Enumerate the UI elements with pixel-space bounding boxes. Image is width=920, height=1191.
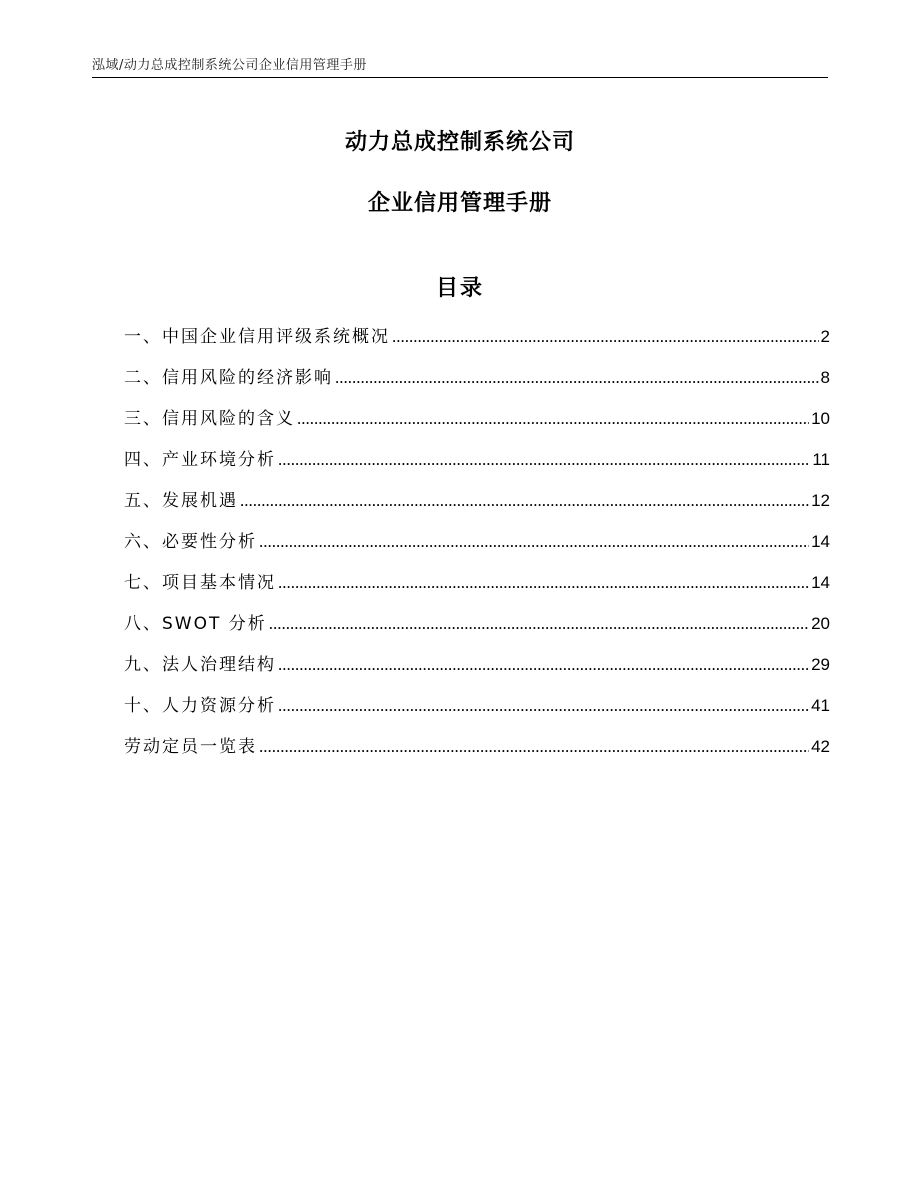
toc-entry-page: 8 <box>820 368 830 387</box>
toc-dot-leader <box>240 488 809 514</box>
toc-entry[interactable] <box>124 611 830 652</box>
toc-entry-page: 20 <box>811 614 830 633</box>
toc-dot-leader <box>278 693 809 719</box>
toc-heading: 目录 <box>435 276 484 301</box>
toc-entry-title: SWOT 分析 <box>162 614 267 634</box>
toc-entry-page: 2 <box>820 327 830 346</box>
toc-entry-title: 必要性分析 <box>162 532 257 552</box>
toc-entry-number: 三、 <box>124 409 162 429</box>
toc-entry-title: 中国企业信用评级系统概况 <box>162 327 390 347</box>
toc-entry-title: 信用风险的经济影响 <box>162 368 333 388</box>
toc-entry[interactable] <box>124 734 830 775</box>
document-title-manual: 企业信用管理手册 <box>367 191 552 216</box>
toc-entry[interactable] <box>124 365 830 406</box>
toc-entry[interactable] <box>124 570 830 611</box>
toc-entry[interactable] <box>124 324 830 365</box>
toc-dot-leader <box>297 406 809 432</box>
toc-entry-number: 九、 <box>124 655 162 675</box>
toc-entry-number: 一、 <box>124 327 162 347</box>
running-header: 泓域/动力总成控制系统公司企业信用管理手册 <box>92 58 367 73</box>
toc-dot-leader <box>259 734 809 760</box>
toc-entry-number: 十、 <box>124 696 162 716</box>
toc-entry-number: 六、 <box>124 532 162 552</box>
toc-entry-title: 人力资源分析 <box>162 696 276 716</box>
toc-entry-number: 二、 <box>124 368 162 388</box>
toc-entry[interactable] <box>124 693 830 734</box>
toc-entry[interactable] <box>124 406 830 447</box>
toc-entry-number: 七、 <box>124 573 162 593</box>
header-divider <box>92 77 828 78</box>
toc-entry-page: 42 <box>811 737 830 756</box>
toc-entry[interactable] <box>124 488 830 529</box>
toc-dot-leader <box>392 324 819 350</box>
toc-entry-title: 发展机遇 <box>162 491 238 511</box>
toc-dot-leader <box>269 611 809 637</box>
toc-entry-page: 29 <box>811 655 830 674</box>
toc-entry-number: 五、 <box>124 491 162 511</box>
toc-dot-leader <box>278 652 809 678</box>
table-of-contents <box>124 324 830 775</box>
toc-entry-number: 四、 <box>124 450 162 470</box>
toc-entry-page: 41 <box>811 696 830 715</box>
toc-entry-page: 14 <box>811 532 830 551</box>
toc-entry-title: 法人治理结构 <box>162 655 276 675</box>
toc-entry[interactable] <box>124 652 830 693</box>
toc-dot-leader <box>278 570 809 596</box>
toc-entry-title: 产业环境分析 <box>162 450 276 470</box>
toc-entry-page: 10 <box>811 409 830 428</box>
toc-dot-leader <box>259 529 809 555</box>
toc-entry[interactable] <box>124 447 830 488</box>
toc-entry-page: 14 <box>811 573 830 592</box>
toc-entry-title: 项目基本情况 <box>162 573 276 593</box>
toc-entry-number: 八、 <box>124 614 162 634</box>
toc-entry-title: 信用风险的含义 <box>162 409 295 429</box>
toc-entry-page: 12 <box>811 491 830 510</box>
toc-dot-leader <box>278 447 810 473</box>
toc-entry-page: 11 <box>812 450 830 469</box>
document-title-company: 动力总成控制系统公司 <box>344 130 575 155</box>
toc-dot-leader <box>335 365 819 391</box>
toc-entry-title: 劳动定员一览表 <box>124 737 257 757</box>
toc-entry[interactable] <box>124 529 830 570</box>
